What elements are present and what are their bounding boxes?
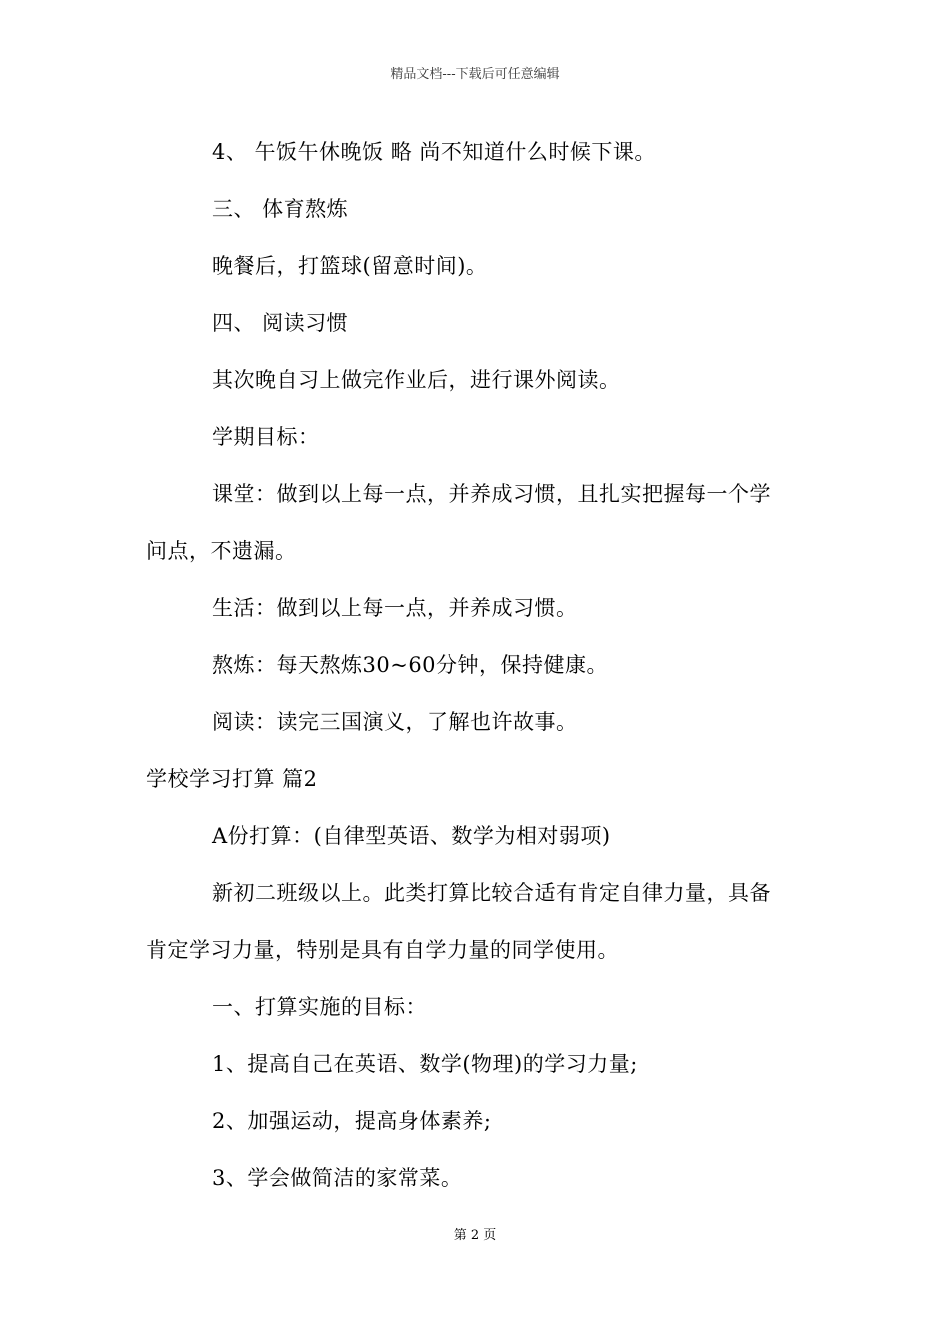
page-number: 第 2 页 xyxy=(453,1228,497,1243)
line-plan-a: A份打算：(自律型英语、数学为相对弱项) xyxy=(212,824,611,848)
line-classroom-goal-cont: 问点，不遗漏。 xyxy=(146,539,297,563)
line-classroom-goal: 课堂：做到以上每一点，并养成习惯，且扎实把握每一个学 xyxy=(212,482,771,506)
section-title-plan-2: 学校学习打算 篇2 xyxy=(146,767,318,791)
list-item-target-2: 2、加强运动，提高身体素养; xyxy=(212,1109,492,1133)
line-plan-a-desc: 新初二班级以上。此类打算比较合适有肯定自律力量，具备 xyxy=(212,881,771,905)
list-item-target-1: 1、提高自己在英语、数学(物理)的学习力量; xyxy=(212,1052,638,1076)
heading-semester-goals: 学期目标： xyxy=(212,425,320,449)
list-item-target-3: 3、学会做简洁的家常菜。 xyxy=(212,1166,463,1190)
heading-sports-exercise: 三、 体育熬炼 xyxy=(212,197,349,221)
line-life-goal: 生活：做到以上每一点，并养成习惯。 xyxy=(212,596,578,620)
line-reading-goal: 阅读：读完三国演义，了解也许故事。 xyxy=(212,710,578,734)
line-exercise-goal: 熬炼：每天熬炼30~60分钟，保持健康。 xyxy=(212,653,609,677)
heading-plan-targets: 一、打算实施的目标： xyxy=(212,995,427,1019)
line-lunch-schedule: 4、 午饭午休晚饭 略 尚不知道什么时候下课。 xyxy=(212,140,656,164)
line-evening-reading: 其次晚自习上做完作业后，进行课外阅读。 xyxy=(212,368,621,392)
heading-reading-habit: 四、 阅读习惯 xyxy=(212,311,349,335)
line-basketball: 晚餐后，打篮球(留意时间)。 xyxy=(212,254,488,278)
page-header: 精品文档---下载后可任意编辑 xyxy=(390,67,560,82)
line-plan-a-desc-cont: 肯定学习力量，特别是具有自学力量的同学使用。 xyxy=(146,938,619,962)
